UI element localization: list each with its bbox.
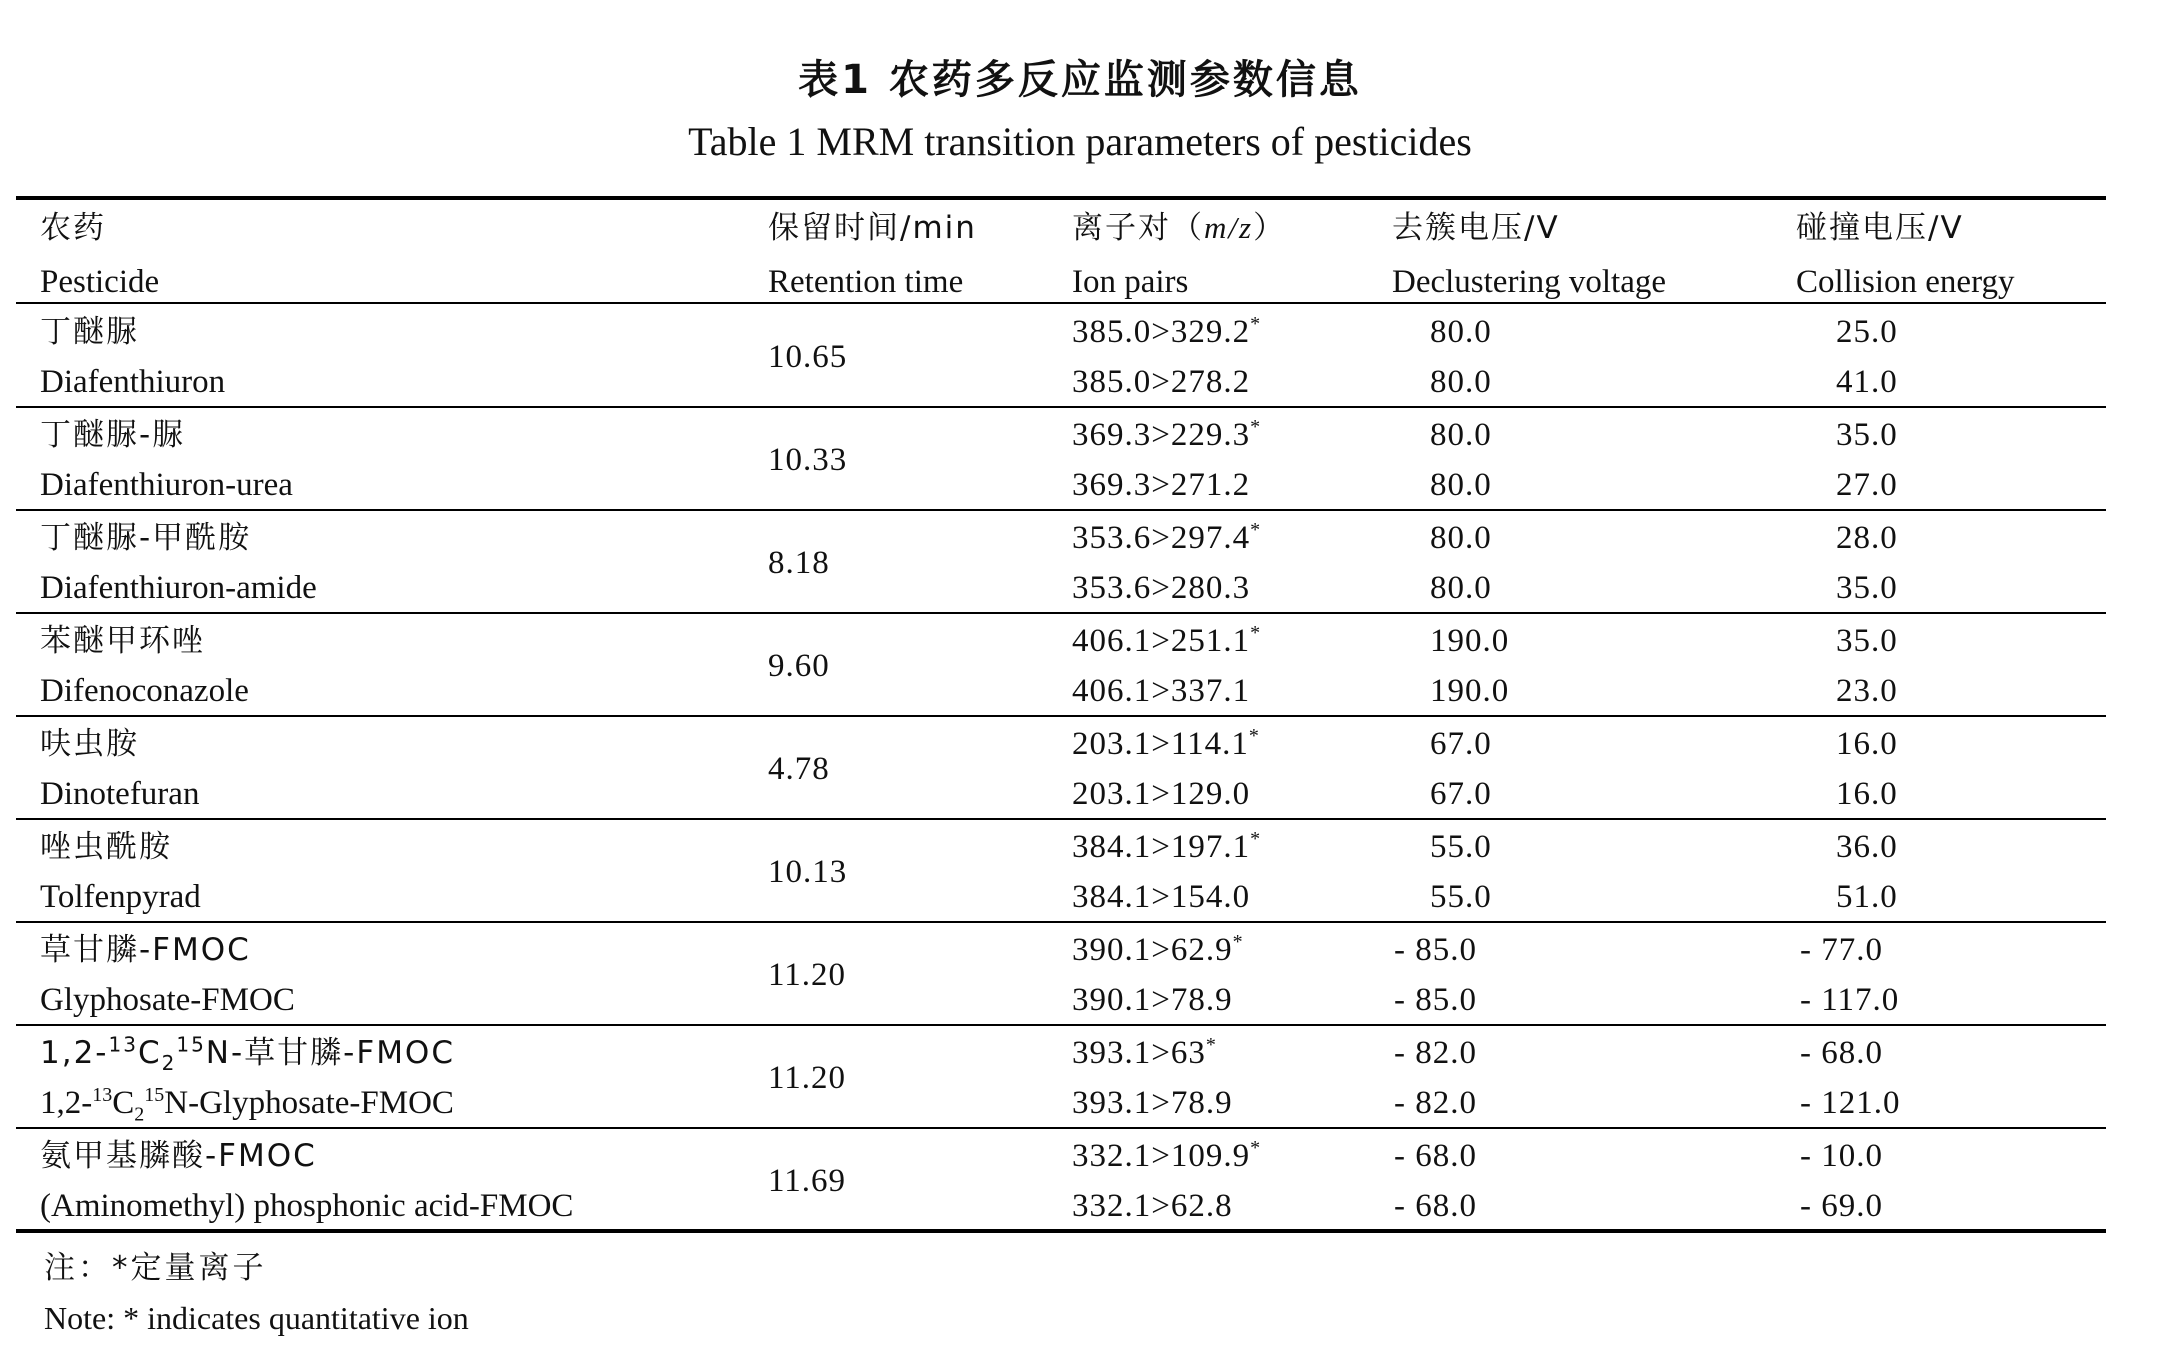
collision-energy: - 117.0 bbox=[1800, 982, 1900, 1018]
ion-pair-quantitative: 390.1>62.9* bbox=[1072, 931, 1244, 968]
pesticide-name-en: Dinotefuran bbox=[40, 776, 200, 812]
collision-energy: - 10.0 bbox=[1800, 1138, 1883, 1174]
header-rt-en: Retention time bbox=[768, 264, 964, 300]
declustering-voltage: 80.0 bbox=[1430, 417, 1492, 453]
header-rt-cn: 保留时间/min bbox=[768, 210, 977, 246]
ion-pair-qualitative: 390.1>78.9 bbox=[1072, 982, 1233, 1018]
pesticide-name-cn: 氨甲基膦酸-FMOC bbox=[40, 1138, 317, 1174]
pesticide-name-cn: 呋虫胺 bbox=[40, 726, 139, 762]
note-en: Note: * indicates quantitative ion bbox=[44, 1300, 469, 1336]
pesticide-name-en: (Aminomethyl) phosphonic acid-FMOC bbox=[40, 1188, 574, 1224]
row-divider bbox=[16, 1024, 2106, 1026]
top-rule bbox=[16, 196, 2106, 200]
header-pesticide-en: Pesticide bbox=[40, 264, 160, 300]
row-divider bbox=[16, 1127, 2106, 1129]
ion-pair-quantitative: 406.1>251.1* bbox=[1072, 622, 1262, 659]
collision-energy: - 68.0 bbox=[1800, 1035, 1883, 1071]
collision-energy: 51.0 bbox=[1836, 879, 1898, 915]
declustering-voltage: 80.0 bbox=[1430, 314, 1492, 350]
header-dv-en: Declustering voltage bbox=[1392, 264, 1666, 300]
ion-pair-quantitative: 385.0>329.2* bbox=[1072, 313, 1262, 350]
ion-pair-qualitative: 332.1>62.8 bbox=[1072, 1188, 1233, 1224]
retention-time: 9.60 bbox=[768, 648, 830, 684]
retention-time: 10.13 bbox=[768, 854, 848, 890]
ion-pair-qualitative: 353.6>280.3 bbox=[1072, 570, 1251, 606]
pesticide-name-cn: 苯醚甲环唑 bbox=[40, 623, 205, 659]
row-divider bbox=[16, 921, 2106, 923]
declustering-voltage: 67.0 bbox=[1430, 776, 1492, 812]
table-title-cn: 表1 农药多反应监测参数信息 bbox=[798, 57, 1362, 103]
retention-time: 10.33 bbox=[768, 442, 848, 478]
pesticide-name-cn: 丁醚脲 bbox=[40, 314, 139, 350]
pesticide-name-cn: 丁醚脲-脲 bbox=[40, 417, 186, 453]
quantitative-ion-marker: * bbox=[1250, 1137, 1262, 1159]
retention-time: 10.65 bbox=[768, 339, 848, 375]
collision-energy: - 69.0 bbox=[1800, 1188, 1883, 1224]
pesticide-name-cn: $1,2-^{13}C_2^{15}N-$草甘膦-FMOC bbox=[40, 1032, 455, 1076]
ion-pair-qualitative: 369.3>271.2 bbox=[1072, 467, 1251, 503]
declustering-voltage: - 68.0 bbox=[1394, 1138, 1477, 1174]
ion-pair-quantitative: 203.1>114.1* bbox=[1072, 725, 1260, 762]
table-title-en: Table 1 MRM transition parameters of pesticides bbox=[688, 119, 1472, 164]
declustering-voltage: - 85.0 bbox=[1394, 932, 1477, 968]
ion-pair-quantitative: 369.3>229.3* bbox=[1072, 416, 1262, 453]
collision-energy: 23.0 bbox=[1836, 673, 1898, 709]
row-divider bbox=[16, 612, 2106, 614]
header-pesticide-cn: 农药 bbox=[40, 210, 106, 246]
row-divider bbox=[16, 818, 2106, 820]
pesticide-name-en: Tolfenpyrad bbox=[40, 879, 201, 915]
row-divider bbox=[16, 406, 2106, 408]
declustering-voltage: 190.0 bbox=[1430, 623, 1510, 659]
pesticide-name-en: $1,2-^{13}C_2^{15}N-Glyphosate$-FMOC bbox=[40, 1084, 454, 1126]
quantitative-ion-marker: * bbox=[1232, 931, 1244, 953]
ion-pair-qualitative: 385.0>278.2 bbox=[1072, 364, 1251, 400]
collision-energy: 16.0 bbox=[1836, 726, 1898, 762]
declustering-voltage: 190.0 bbox=[1430, 673, 1510, 709]
quantitative-ion-marker: * bbox=[1250, 313, 1262, 335]
ion-pair-qualitative: 393.1>78.9 bbox=[1072, 1085, 1233, 1121]
header-ion-cn: 离子对（m/z） bbox=[1072, 210, 1287, 246]
collision-energy: 16.0 bbox=[1836, 776, 1898, 812]
header-rule bbox=[16, 302, 2106, 304]
row-divider bbox=[16, 715, 2106, 717]
ion-pair-qualitative: 406.1>337.1 bbox=[1072, 673, 1251, 709]
pesticide-name-en: Diafenthiuron bbox=[40, 364, 226, 400]
header-ce-cn: 碰撞电压/V bbox=[1796, 210, 1964, 246]
retention-time: 11.20 bbox=[768, 957, 847, 993]
quantitative-ion-marker: * bbox=[1250, 416, 1262, 438]
collision-energy: 25.0 bbox=[1836, 314, 1898, 350]
collision-energy: 28.0 bbox=[1836, 520, 1898, 556]
pesticide-name-en: Diafenthiuron-urea bbox=[40, 467, 293, 503]
retention-time: 8.18 bbox=[768, 545, 830, 581]
declustering-voltage: 80.0 bbox=[1430, 570, 1492, 606]
bottom-rule bbox=[16, 1229, 2106, 1233]
declustering-voltage: 80.0 bbox=[1430, 467, 1492, 503]
header-ce-en: Collision energy bbox=[1796, 264, 2015, 300]
quantitative-ion-marker: * bbox=[1250, 519, 1262, 541]
ion-pair-quantitative: 393.1>63* bbox=[1072, 1034, 1217, 1071]
pesticide-name-en: Diafenthiuron-amide bbox=[40, 570, 317, 606]
pesticide-name-cn: 唑虫酰胺 bbox=[40, 829, 172, 865]
pesticide-name-en: Glyphosate-FMOC bbox=[40, 982, 295, 1018]
pesticide-name-cn: 丁醚脲-甲酰胺 bbox=[40, 520, 252, 556]
collision-energy: 27.0 bbox=[1836, 467, 1898, 503]
quantitative-ion-marker: * bbox=[1205, 1034, 1217, 1056]
ion-pair-quantitative: 384.1>197.1* bbox=[1072, 828, 1262, 865]
pesticide-name-en: Difenoconazole bbox=[40, 673, 249, 709]
collision-energy: 35.0 bbox=[1836, 570, 1898, 606]
declustering-voltage: - 82.0 bbox=[1394, 1085, 1477, 1121]
declustering-voltage: - 82.0 bbox=[1394, 1035, 1477, 1071]
quantitative-ion-marker: * bbox=[1248, 725, 1260, 747]
row-divider bbox=[16, 509, 2106, 511]
collision-energy: - 77.0 bbox=[1800, 932, 1883, 968]
declustering-voltage: 55.0 bbox=[1430, 829, 1492, 865]
declustering-voltage: - 85.0 bbox=[1394, 982, 1477, 1018]
ion-pair-qualitative: 384.1>154.0 bbox=[1072, 879, 1251, 915]
header-ion-en: Ion pairs bbox=[1072, 264, 1189, 300]
retention-time: 11.20 bbox=[768, 1060, 847, 1096]
ion-pair-quantitative: 332.1>109.9* bbox=[1072, 1137, 1262, 1174]
quantitative-ion-marker: * bbox=[1250, 828, 1262, 850]
pesticide-name-cn: 草甘膦-FMOC bbox=[40, 932, 251, 968]
declustering-voltage: 80.0 bbox=[1430, 364, 1492, 400]
declustering-voltage: 80.0 bbox=[1430, 520, 1492, 556]
retention-time: 11.69 bbox=[768, 1163, 847, 1199]
collision-energy: 41.0 bbox=[1836, 364, 1898, 400]
retention-time: 4.78 bbox=[768, 751, 830, 787]
declustering-voltage: 67.0 bbox=[1430, 726, 1492, 762]
ion-pair-qualitative: 203.1>129.0 bbox=[1072, 776, 1251, 812]
collision-energy: 35.0 bbox=[1836, 623, 1898, 659]
collision-energy: 35.0 bbox=[1836, 417, 1898, 453]
header-dv-cn: 去簇电压/V bbox=[1392, 210, 1560, 246]
quantitative-ion-marker: * bbox=[1250, 622, 1262, 644]
collision-energy: - 121.0 bbox=[1800, 1085, 1901, 1121]
collision-energy: 36.0 bbox=[1836, 829, 1898, 865]
note-cn: 注：*定量离子 bbox=[44, 1250, 267, 1286]
declustering-voltage: 55.0 bbox=[1430, 879, 1492, 915]
ion-pair-quantitative: 353.6>297.4* bbox=[1072, 519, 1262, 556]
declustering-voltage: - 68.0 bbox=[1394, 1188, 1477, 1224]
